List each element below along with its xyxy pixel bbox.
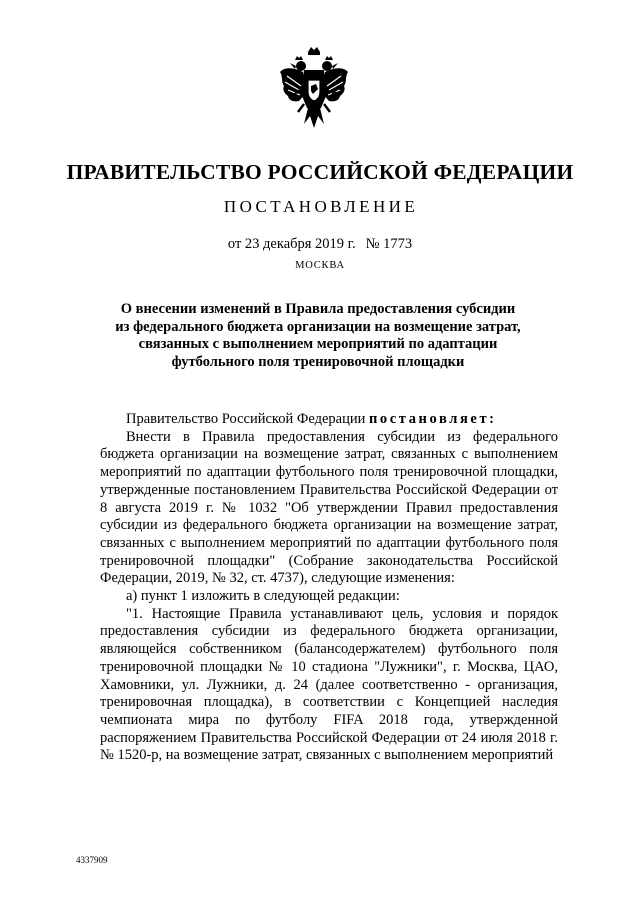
intro-verb: постановляет:: [368, 411, 497, 427]
decree-title: [80, 301, 556, 371]
government-name-heading: ПРАВИТЕЛЬСТВО РОССИЙСКОЙ ФЕДЕРАЦИИ: [66, 160, 574, 184]
paragraph: "1. Настоящие Правила устанавливают цель, условия и порядок предоставления субсидии из федерального бюджета организации, являющейся собственником (балансодержателем) футбольного поля тренировочной площадки № 10 стадиона "Лужники", г. Москва, ЦАО, Хамовники, ул. Лужники, д. 24 (далее соответственно - организация, тренировочная площадка), в соответствии с Концепцией наследия чемпионата мира по футболу FIFA 2018 года, утвержденной распоряжением Правительства Российской Федерации от 24 июля 2018 г. № 1520-р, на возмещение затрат, связанных с выполнением мероприятий: [100, 605, 558, 764]
coat-of-arms-emblem-icon: [277, 46, 351, 130]
document-type-heading: ПОСТАНОВЛЕНИЕ: [223, 197, 419, 216]
document-id: 4337909: [76, 855, 108, 865]
intro-text: Правительство Российской Федерации: [126, 411, 366, 427]
title-line: О внесении изменений в Правила предоставления субсидии: [120, 301, 516, 317]
decree-number: № 1773: [365, 236, 413, 252]
paragraph: Внести в Правила предоставления субсидии из федерального бюджета организации на возмещение затрат, связанных с выполнением мероприятий по адаптации футбольного поля тренировочной площадки, утвержденные постановлением Правительства Российской Федерации от 8 августа 2019 г. № 1032 "Об утверждении Правил предоставления субсидии из федерального бюджета организации на возмещение затрат, связанных с выполнением мероприятий по адаптации футбольного поля тренировочной площадки" (Собрание законодательства Российской Федерации, 2019, № 32, ст. 4737), следующие изменения:: [100, 428, 558, 587]
decree-date: от 23 декабря 2019 г.: [227, 236, 356, 252]
intro-paragraph: [100, 411, 558, 429]
city-label: МОСКВА: [295, 260, 345, 271]
title-line: футбольного поля тренировочной площадки: [171, 353, 465, 370]
title-line: связанных с выполнением мероприятий по адаптации: [138, 336, 498, 352]
title-line: из федерального бюджета организации на возмещение затрат,: [115, 318, 521, 335]
decree-body: [100, 411, 558, 765]
date-line: [0, 236, 640, 253]
paragraph: а) пункт 1 изложить в следующей редакции:: [126, 588, 400, 605]
